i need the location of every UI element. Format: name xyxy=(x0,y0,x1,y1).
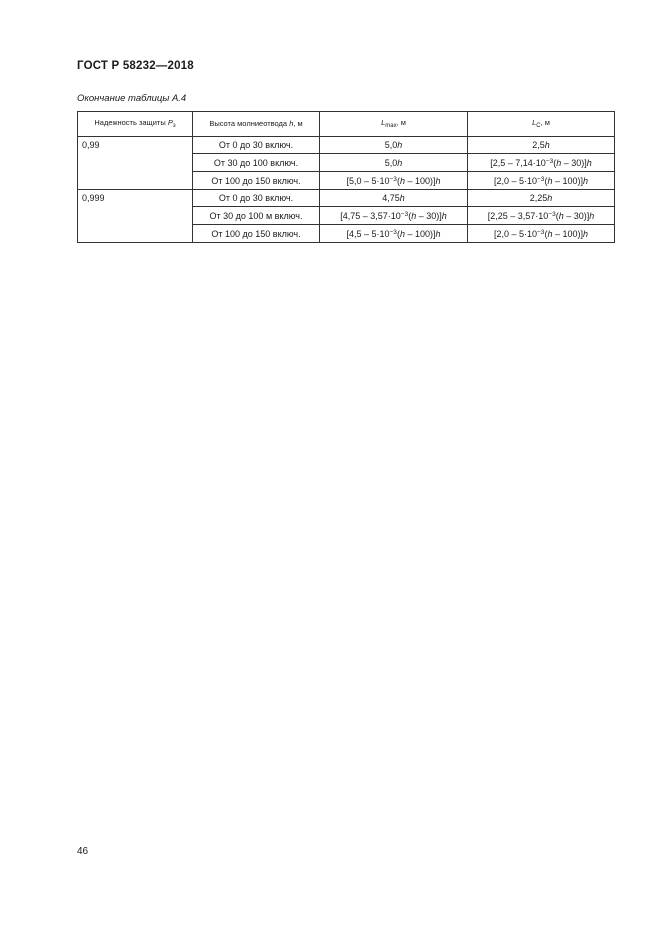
lc-cell: $[2,0 - 5\cdot 10^{-3}(h - 100)]h$ xyxy=(468,172,615,190)
reliability-cell: 0,99 xyxy=(78,137,193,190)
table-row xyxy=(78,190,615,207)
range-cell: От 30 до 100 включ. xyxy=(193,154,320,172)
lmax-cell: $[4,5 - 5\cdot 10^{-3}(h - 100)]h$ xyxy=(320,225,468,243)
data-table xyxy=(77,111,615,243)
range-cell: От 30 до 100 м включ. xyxy=(193,207,320,225)
reliability-cell: 0,999 xyxy=(78,190,193,243)
document-header: ГОСТ Р 58232—2018 xyxy=(77,60,194,72)
lc-cell: $[2,5 - 7,14\cdot 10^{-3}(h - 30)]h$ xyxy=(468,154,615,172)
header-lmax: $L_{max}$, м xyxy=(320,112,468,137)
range-cell: От 0 до 30 включ. xyxy=(193,137,320,154)
lmax-cell: $[4,75 - 3,57\cdot 10^{-3}(h - 30)]h$ xyxy=(320,207,468,225)
lc-cell: $[2,0 - 5\cdot 10^{-3}(h - 100)]h$ xyxy=(468,225,615,243)
range-cell: От 100 до 150 включ. xyxy=(193,172,320,190)
lc-cell: 2,5h xyxy=(468,137,615,154)
lc-cell: 2,25h xyxy=(468,190,615,207)
table-header-row xyxy=(78,112,615,137)
table-row xyxy=(78,137,615,154)
range-cell: От 0 до 30 включ. xyxy=(193,190,320,207)
lmax-cell: $[5,0 - 5\cdot 10^{-3}(h - 100)]h$ xyxy=(320,172,468,190)
lc-cell: $[2,25 - 3,57\cdot 10^{-3}(h - 30)]h$ xyxy=(468,207,615,225)
header-height: Высота молниеотвода h, м xyxy=(193,112,320,137)
header-reliability: Надежность защиты $P_з$ xyxy=(78,112,193,137)
lmax-cell: 4,75h xyxy=(320,190,468,207)
header-lc: $L_C$, м xyxy=(468,112,615,137)
table-caption: Окончание таблицы А.4 xyxy=(77,93,187,104)
page-number: 46 xyxy=(77,846,89,857)
lmax-cell: 5,0h xyxy=(320,154,468,172)
range-cell: От 100 до 150 включ. xyxy=(193,225,320,243)
lmax-cell: 5,0h xyxy=(320,137,468,154)
